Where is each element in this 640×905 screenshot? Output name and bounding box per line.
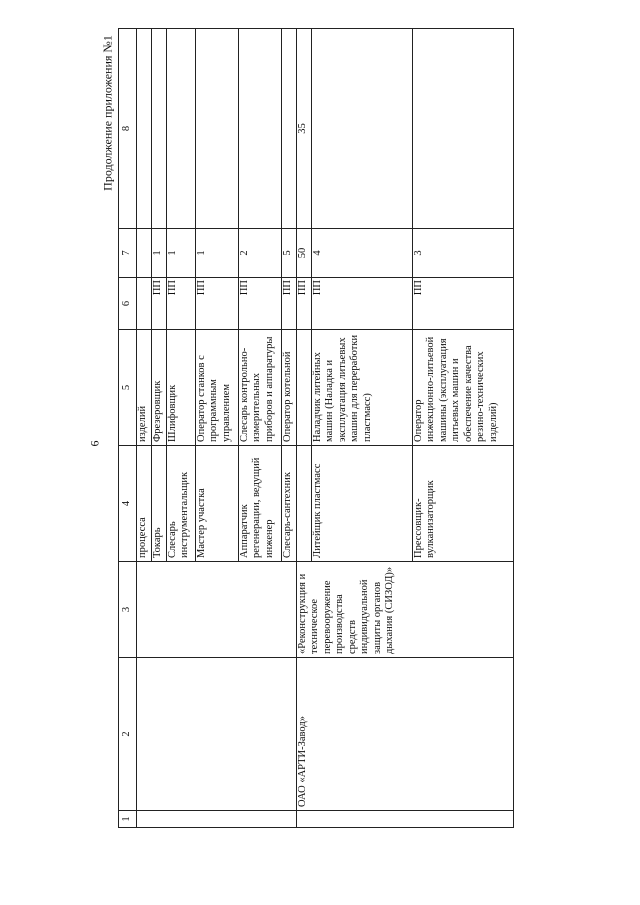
column-1-cell <box>136 811 296 828</box>
count-cell: 4 <box>312 228 412 277</box>
training-type-cell: ПП <box>239 277 281 329</box>
column-3-cell <box>136 562 296 658</box>
organization-cell: ОАО «АРТИ-Завод» <box>296 658 513 811</box>
rotated-table-sheet <box>118 29 529 828</box>
column-2-cell <box>136 658 296 811</box>
related-profession-cell: Оператор станков с программным управлением <box>196 329 238 445</box>
related-profession-cell: Оператор инжекционно-литьевой машины (эксплуатация литьевых машин и обеспечение качества резино-технических изделий) <box>413 329 513 445</box>
column-1-cell <box>296 811 513 828</box>
sub-row <box>151 29 166 561</box>
profession-cell: процесса <box>137 445 151 561</box>
sub-row <box>412 29 513 561</box>
profession-cell: Литейщик пластмасс <box>312 445 412 561</box>
sub-row <box>195 29 238 561</box>
related-profession-cell: изделий <box>137 329 151 445</box>
profession-cell: Слесарь-сантехник <box>282 445 296 561</box>
profession-cell: Аппаратчик регенерации, ведущий инженер <box>239 445 281 561</box>
project-cell: «Реконструкция и техническое перевооружение производства средств индивидуальной защиты органов дыхания (СИЗОД)» <box>296 562 513 658</box>
profession-cell: Токарь <box>152 445 166 561</box>
count-cell <box>137 228 151 277</box>
related-profession-cell: Наладчик литейных машин (Наладка и эксплуатация литьевых машин для переработки пластмасс) <box>312 329 412 445</box>
appendix-table <box>118 28 514 828</box>
profession-cell: Мастер участка <box>196 445 238 561</box>
column-8-cell <box>196 29 238 228</box>
column-8-cell <box>312 29 412 228</box>
table-row <box>136 29 296 828</box>
profession-cell <box>297 445 311 561</box>
sub-rows-block <box>136 29 296 562</box>
sub-row <box>137 29 151 561</box>
profession-cell: Прессовщик-вулканизаторщик <box>413 445 513 561</box>
count-cell: 50 <box>297 228 311 277</box>
related-profession-cell: Шлифовщик <box>167 329 195 445</box>
column-8-cell <box>413 29 513 228</box>
training-type-cell: ПП <box>297 277 311 329</box>
profession-cell: Слесарь инструментальщик <box>167 445 195 561</box>
column-8-cell <box>152 29 166 228</box>
column-8-cell <box>239 29 281 228</box>
training-type-cell <box>137 277 151 329</box>
count-cell: 1 <box>152 228 166 277</box>
continuation-note <box>100 30 116 196</box>
table-rotation-frame <box>118 29 529 828</box>
count-cell: 5 <box>282 228 296 277</box>
related-profession-cell: Оператор котельной <box>282 329 296 445</box>
related-profession-cell: Слесарь контрольно-измерительных приборов и аппаратуры <box>239 329 281 445</box>
column-8-cell: 35 <box>296 123 308 134</box>
header-cell-3: 3 <box>119 562 137 658</box>
header-cell-5: 5 <box>119 330 137 446</box>
count-cell: 2 <box>239 228 281 277</box>
column-8-cell <box>167 29 195 228</box>
header-cell-4: 4 <box>119 446 137 562</box>
sub-rows-block <box>296 29 513 562</box>
page-number: 6 <box>87 440 102 447</box>
column-8-cell <box>282 29 296 228</box>
table-row <box>296 29 513 828</box>
sub-row <box>238 29 281 561</box>
header-cell-8: 8 <box>119 29 137 229</box>
header-cell-7: 7 <box>119 229 137 278</box>
count-cell: 1 <box>196 228 238 277</box>
sub-row <box>166 29 195 561</box>
training-type-cell: ПП <box>312 277 412 329</box>
training-type-cell: ПП <box>413 277 513 329</box>
training-type-cell: ПП <box>282 277 296 329</box>
continuation-note-text: Продолжение приложения №1 <box>100 35 115 191</box>
header-cell-6: 6 <box>119 278 137 330</box>
header-row <box>119 29 137 828</box>
sub-row <box>311 29 412 561</box>
training-type-cell: ПП <box>167 277 195 329</box>
related-profession-cell <box>297 329 311 445</box>
sub-row <box>281 29 296 561</box>
count-cell: 1 <box>167 228 195 277</box>
sub-row <box>297 29 311 561</box>
header-cell-1: 1 <box>119 811 137 828</box>
related-profession-cell: Фрезеровщик <box>152 329 166 445</box>
training-type-cell: ПП <box>196 277 238 329</box>
count-cell: 3 <box>413 228 513 277</box>
column-8-cell <box>137 29 151 228</box>
training-type-cell: ПП <box>152 277 166 329</box>
header-cell-2: 2 <box>119 658 137 811</box>
